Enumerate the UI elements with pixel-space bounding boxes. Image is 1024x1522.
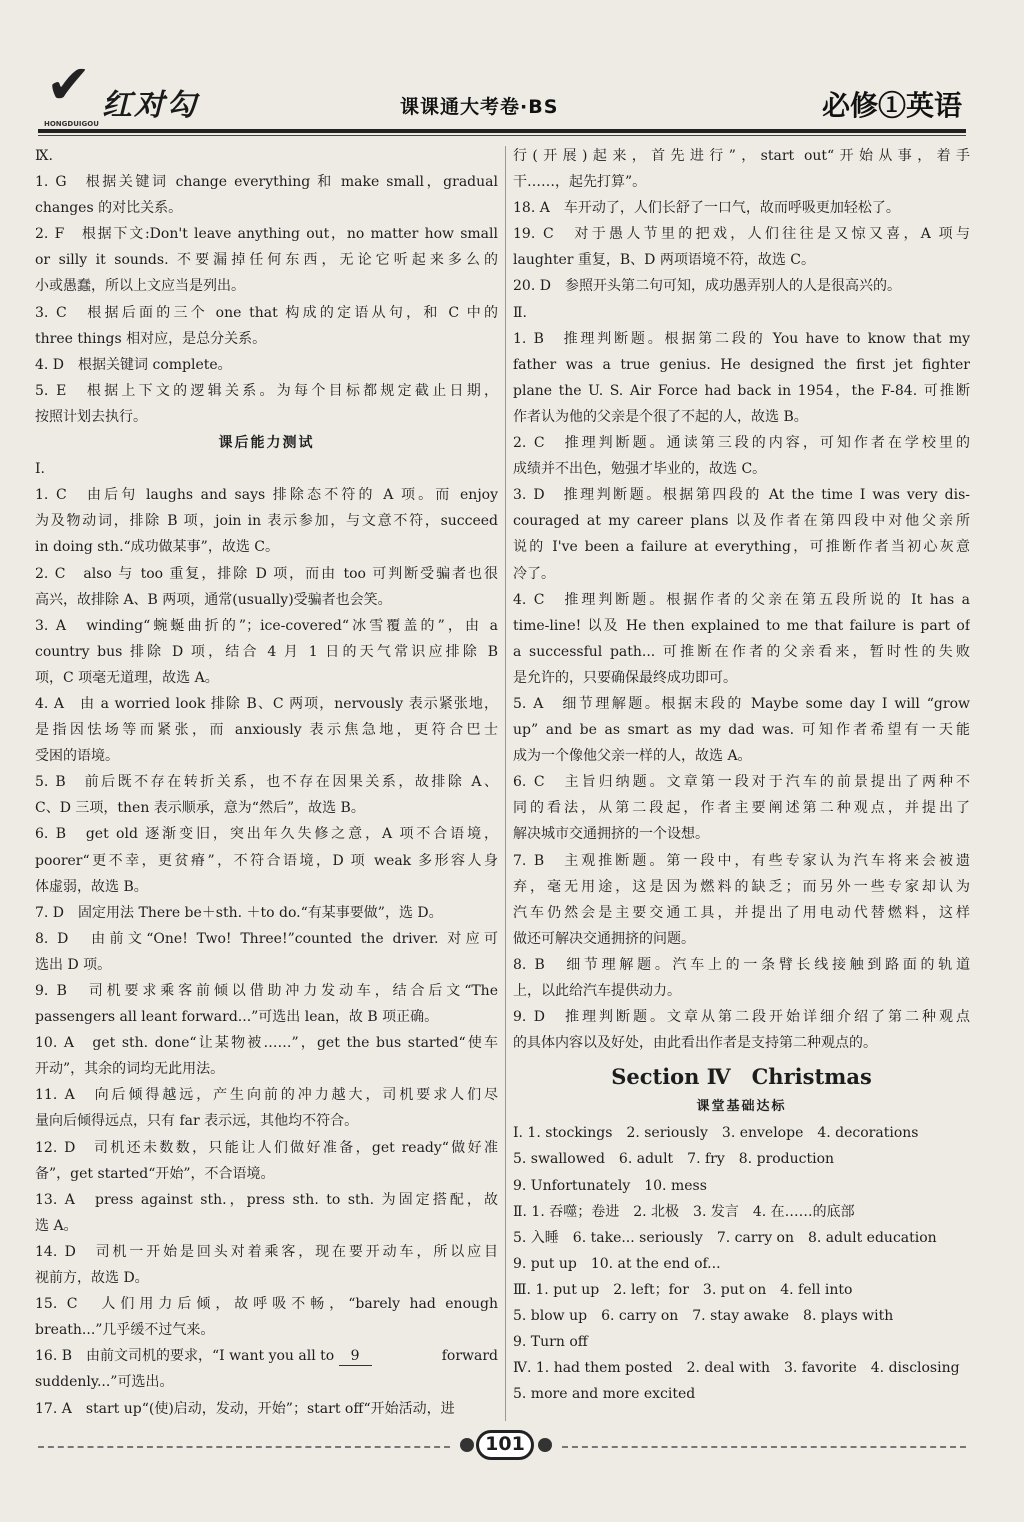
answer-line: 9. put up 10. at the end of...: [513, 1255, 721, 1272]
dot-icon: [538, 1438, 552, 1452]
column-divider: [505, 146, 506, 1421]
right-line: 说的 I've been a failure at everything，可推断作者当初心灰意: [513, 539, 970, 556]
left-line: 备”，get started“开始”，不合语境。: [35, 1165, 275, 1182]
right-column: [513, 143, 970, 1407]
left-line: 15. C 人们用力后倾，故呼吸不畅，“barely had enough: [35, 1296, 498, 1313]
left-line: country bus 排除 D 项，结合 4 月 1 日的天气常识应排除 B: [35, 643, 498, 660]
page-number: 101: [485, 1433, 525, 1455]
dot-icon: [460, 1438, 474, 1452]
left-line: 4. A 由 a worried look 排除 B、C 两项，nervously 表示紧张地，: [35, 695, 498, 712]
left-line: 视前方，故选 D。: [35, 1270, 149, 1287]
left-line: 5. E 根据上下文的逻辑关系。为每个目标都规定截止日期，: [35, 382, 498, 399]
right-line: 5. A 细节理解题。根据末段的 Maybe some day I will “grow: [513, 695, 970, 712]
answer-line: 5. more and more excited: [513, 1386, 696, 1403]
section-title: Section Ⅳ Christmas: [611, 1064, 872, 1090]
left-line: changes 的对比关系。: [35, 200, 183, 217]
right-line: 成绩并不出色，勉强才毕业的，故选 C。: [513, 461, 767, 478]
left-line: 3. C 根据后面的三个 one that 构成的定语从句，和 C 中的: [35, 304, 498, 321]
answer-list: [513, 1120, 970, 1407]
right-line: 解决城市交通拥挤的一个设想。: [513, 826, 709, 843]
book-title: 必修①英语: [821, 89, 962, 122]
brand-name: 红对勾: [102, 88, 198, 123]
left-line: 8. D 由前文“One! Two! Three!”counted the driver. 对应可: [35, 930, 498, 947]
checkmark-icon: ✔: [46, 53, 92, 116]
right-line: 4. C 推理判断题。根据作者的父亲在第五段所说的 It has a: [513, 591, 970, 608]
right-line: couraged at my career plans 以及作者在第四段中对他父亲所: [513, 513, 970, 530]
right-line: 2. C 推理判断题。通读第三段的内容，可知作者在学校里的: [513, 435, 970, 452]
answer-line: 5. swallowed 6. adult 7. fry 8. production: [513, 1151, 835, 1168]
right-line: 9. D 推理判断题。文章从第二段开始详细介绍了第二种观点: [513, 1009, 970, 1026]
right-line: time-line! 以及 He then explained to me that failure is part of: [513, 617, 970, 634]
left-line: 开动”，其余的词均无此用法。: [35, 1061, 225, 1078]
answer-line: Ⅲ. 1. put up 2. left；for 3. put on 4. fell into: [513, 1281, 853, 1298]
right-line: 干……，起先打算”。: [513, 174, 647, 191]
left-line: or silly it sounds. 不要漏掉任何东西，无论它听起来多么的: [35, 252, 498, 269]
left-line: 7. D 固定用法 There be＋sth. ＋to do.“有某事要做”，选 D。: [35, 904, 443, 921]
right-line: up” and be as smart as my dad was. 可知作者希望有一天能: [513, 722, 970, 739]
left-line: 17. A start up“(使)启动，发动，开始”；start off“开始活动，进: [35, 1400, 455, 1417]
left-line: 16. B 由前文司机的要求，“I want you all to 9 forward: [35, 1348, 498, 1365]
left-line: 是指因怯场等而紧张，而 anxiously 表示焦急地，更符合巴士: [35, 722, 498, 739]
left-line: suddenly...”可选出。: [35, 1374, 174, 1391]
left-line: 2. C also 与 too 重复，排除 D 项，而由 too 可判断受骗者也很: [35, 565, 498, 582]
right-line: a successful path... 可推断在作者的父亲看来，暂时性的失败: [513, 643, 970, 660]
right-line: 20. D 参照开头第二句可知，成功愚弄别人的人是很高兴的。: [513, 278, 901, 295]
brand-pinyin: HONGDUIGOU: [44, 120, 99, 128]
answer-line: 9. Unfortunately 10. mess: [513, 1177, 707, 1194]
right-line: laughter 重复，B、D 两项语境不符，故选 C。: [513, 252, 815, 269]
answer-blank: 9: [339, 1347, 372, 1366]
right-column-explanations: [513, 143, 970, 1056]
left-line: 项，C 项毫无道理，故选 A。: [35, 669, 219, 686]
left-line: 为及物动词，排除 B 项，join in 表示参加，与文意不符，succeed: [35, 513, 498, 530]
left-line: 1. C 由后句 laughs and says 排除态不符的 A 项。而 enjoy: [35, 487, 498, 504]
left-line: 选 A。: [35, 1217, 78, 1234]
left-line: 高兴，故排除 A、B 两项，通常(usually)受骗者也会笑。: [35, 591, 392, 608]
right-line: 是允许的，只要确保最终成功即可。: [513, 669, 737, 686]
left-line: 6. B get old 逐渐变旧，突出年久失修之意，A 项不合语境，: [35, 826, 498, 843]
answer-line: Ⅱ. 1. 吞噬；卷进 2. 北极 3. 发言 4. 在……的底部: [513, 1203, 855, 1220]
answer-line: 9. Turn off: [513, 1334, 588, 1351]
right-line: plane the U. S. Air Force had back in 1954，the F-84. 可推断: [513, 382, 970, 399]
left-line: 9. B 司机要求乘客前倾以借助冲力发动车，结合后文“The: [35, 983, 498, 999]
right-line: father was a true genius. He designed the first jet fighter: [513, 356, 970, 373]
left-line: 体虚弱，故选 B。: [35, 878, 148, 895]
right-line: 同的看法，从第二段起，作者主要阐述第二种观点，并提出了: [513, 800, 970, 817]
right-line: 弃，毫无用途，这是因为燃料的缺乏；而另外一些专家却认为: [513, 878, 970, 895]
left-line: breath...”几乎缓不过气来。: [35, 1322, 215, 1339]
header-rule-thin: [38, 135, 966, 136]
left-line: three things 相对应，是总分关系。: [35, 330, 267, 347]
left-line: 12. D 司机还未数数，只能让人们做好准备，get ready“做好准: [35, 1139, 498, 1156]
left-line: 1. G 根据关键词 change everything 和 make small，gradual: [35, 174, 498, 191]
right-line: 做还可解决交通拥挤的问题。: [513, 930, 695, 947]
left-line: 受困的语境。: [35, 748, 119, 765]
answer-line: 5. blow up 6. carry on 7. stay awake 8. plays with: [513, 1308, 894, 1325]
right-line: Ⅱ.: [513, 304, 527, 321]
left-line: passengers all leant forward...”可选出 lean，故 B 项正确。: [35, 1009, 439, 1026]
left-line: 10. A get sth. done“让某物被……”，get the bus started“使车: [35, 1035, 498, 1052]
right-line: 19. C 对于愚人节里的把戏，人们往往是又惊又喜，A 项与: [513, 226, 970, 243]
left-line: 按照计划去执行。: [35, 408, 147, 425]
right-line: 成为一个像他父亲一样的人，故选 A。: [513, 748, 752, 765]
answer-line: 5. 入睡 6. take... seriously 7. carry on 8. adult education: [513, 1229, 937, 1246]
answer-line: Ⅰ. 1. stockings 2. seriously 3. envelope 4. decorations: [513, 1125, 919, 1142]
left-column: [35, 143, 498, 1422]
right-line: 冷了。: [513, 565, 555, 582]
header-rule: [38, 129, 966, 133]
answer-line: Ⅳ. 1. had them posted 2. deal with 3. favorite 4. disclosing: [513, 1360, 960, 1377]
footer-dash-left: [38, 1446, 450, 1448]
left-line: C、D 三项，then 表示顺承，意为“然后”，故选 B。: [35, 800, 365, 817]
left-line: 11. A 向后倾得越远，产生向前的冲力越大，司机要求人们尽: [35, 1087, 498, 1104]
left-line: 14. D 司机一开始是回头对着乘客，现在要开动车，所以应目: [35, 1243, 498, 1260]
right-line: 汽车仍然会是主要交通工具，并提出了用电动代替燃料，这样: [513, 904, 970, 921]
left-line: Ⅰ.: [35, 461, 45, 478]
right-line: 的具体内容以及好处，由此看出作者是支持第二种观点的。: [513, 1035, 877, 1052]
left-line: in doing sth.“成功做某事”，故选 C。: [35, 539, 279, 556]
left-line: 小或愚蠢，所以上文应当是列出。: [35, 278, 245, 295]
right-line: 3. D 推理判断题。根据第四段的 At the time I was very dis-: [513, 487, 970, 504]
right-line: 8. B 细节理解题。汽车上的一条臂长线接触到路面的轨道: [513, 956, 970, 973]
footer-dash-right: [562, 1446, 966, 1448]
left-line: 选出 D 项。: [35, 956, 112, 973]
series-title: 课课通大考卷·BS: [400, 96, 559, 118]
left-line: 5. B 前后既不存在转折关系，也不存在因果关系，故排除 A、: [35, 774, 498, 791]
left-line: 量向后倾得远点，只有 far 表示远，其他均不符合。: [35, 1113, 359, 1130]
left-line: 3. A winding“蜿蜒曲折的”；ice-covered“冰雪覆盖的”，由 a: [35, 617, 498, 634]
left-line: 2. F 根据下文:Don't leave anything out，no matter how small: [35, 226, 498, 243]
page-footer: [38, 1428, 966, 1468]
right-line: 作者认为他的父亲是个很了不起的人，故选 B。: [513, 408, 808, 425]
page-header: [0, 0, 1024, 140]
right-line: 1. B 推理判断题。根据第二段的 You have to know that my: [513, 330, 970, 347]
brand-logo: [38, 53, 218, 128]
right-line: 7. B 主观推断题。第一段中，有些专家认为汽车将来会被遗: [513, 852, 970, 869]
right-line: 6. C 主旨归纳题。文章第一段对于汽车的前景提出了两种不: [513, 774, 970, 791]
section-subhead: 课堂基础达标: [696, 1099, 787, 1115]
left-line: poorer“更不幸，更贫瘠”，不符合语境，D 项 weak 多形容人身: [35, 852, 498, 869]
page-number-badge: [458, 1428, 554, 1464]
left-line: 13. A press against sth.，press sth. to sth. 为固定搭配，故: [35, 1191, 498, 1208]
left-line: 4. D 根据关键词 complete。: [35, 356, 232, 373]
section-heading: 课后能力测试: [218, 435, 315, 452]
right-line: 行(开展)起来，首先进行”，start out“开始从事，着手: [513, 148, 970, 164]
right-line: 18. A 车开动了，人们长舒了一口气，故而呼吸更加轻松了。: [513, 200, 900, 217]
left-line: Ⅸ.: [35, 148, 53, 164]
right-line: 上，以此给汽车提供动力。: [513, 983, 681, 999]
